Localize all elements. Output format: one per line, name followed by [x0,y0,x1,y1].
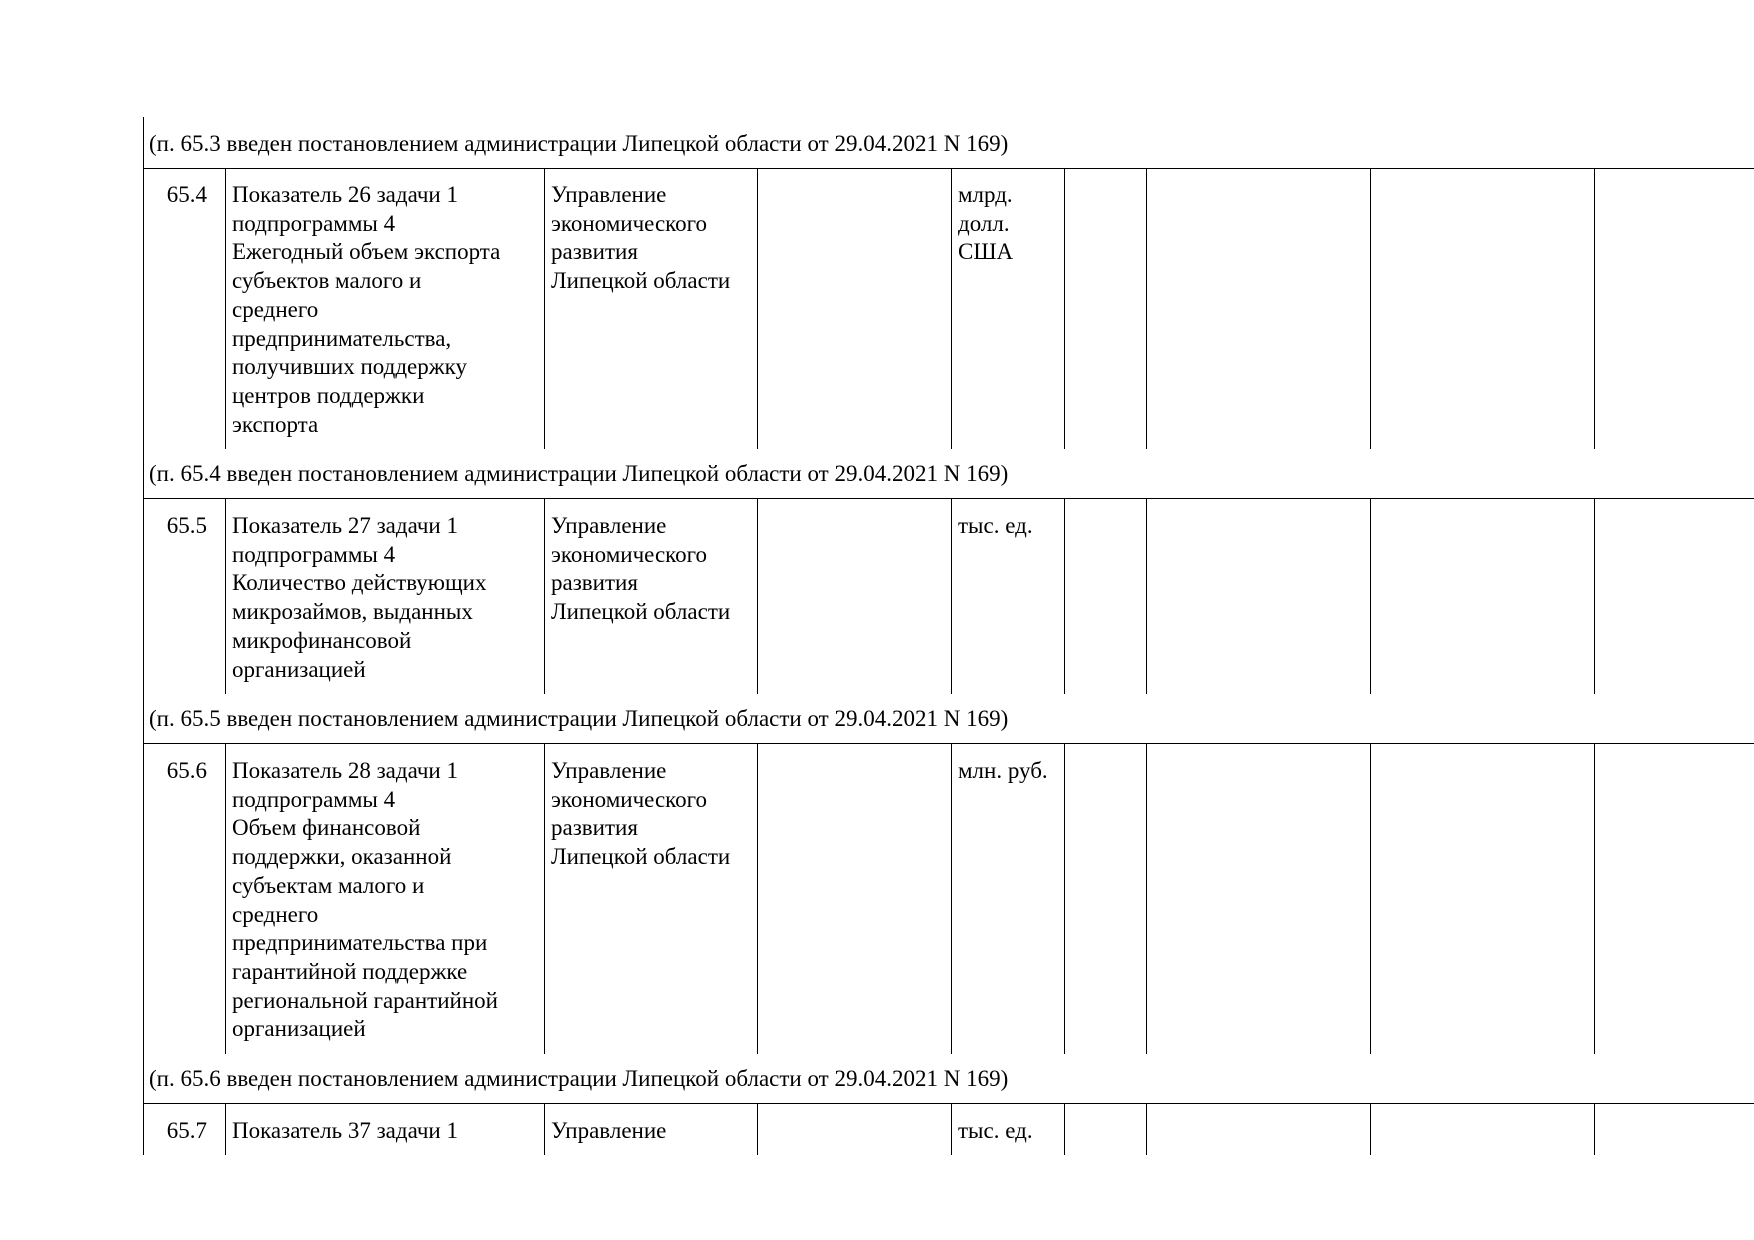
cell-border [757,168,758,449]
cell-border [1370,168,1371,449]
row-separator [143,743,1754,744]
cell-border [1146,168,1147,449]
cell-border [1064,1103,1065,1155]
cell-border [225,1103,226,1155]
responsible-executor: Управление экономического развития Липецкой области [551,513,731,625]
measurement-unit: млрд. долл. США [958,182,1014,265]
amendment-note: (п. 65.5 введен постановлением администрации Липецкой области от 29.04.2021 N 169) [149,706,1009,731]
measurement-unit: тыс. ед. [958,1118,1033,1143]
cell-border [951,498,952,694]
row-separator [143,168,1754,169]
cell-border [1064,498,1065,694]
responsible-executor: Управление [551,1118,667,1143]
cell-border [1594,1103,1595,1155]
amendment-note: (п. 65.3 введен постановлением администрации Липецкой области от 29.04.2021 N 169) [149,131,1009,156]
cell-border [1594,743,1595,1054]
cell-border [544,168,545,449]
amendment-note: (п. 65.6 введен постановлением администрации Липецкой области от 29.04.2021 N 169) [149,1066,1009,1091]
cell-border [757,743,758,1054]
cell-border [1146,1103,1147,1155]
row-number: 65.6 [166,758,207,783]
cell-border [757,498,758,694]
indicator-name: Показатель 27 задачи 1 подпрограммы 4 Количество действующих микрозаймов, выданных микрофинансовой организацией [232,513,487,682]
cell-border [1370,743,1371,1054]
cell-border [544,498,545,694]
cell-border [544,1103,545,1155]
cell-border [225,168,226,449]
cell-border [1064,168,1065,449]
cell-border [951,168,952,449]
cell-border [757,1103,758,1155]
row-number: 65.4 [166,182,207,207]
row-number: 65.7 [166,1118,207,1143]
indicator-name: Показатель 28 задачи 1 подпрограммы 4 Объем финансовой поддержки, оказанной субъектам малого и среднего предпринимательства при гарантийной поддержке региональной гарантийной организацией [232,758,498,1042]
measurement-unit: млн. руб. [958,758,1048,783]
cell-border [951,743,952,1054]
responsible-executor: Управление экономического развития Липецкой области [551,758,731,870]
indicator-name: Показатель 37 задачи 1 [232,1118,458,1143]
cell-border [1146,743,1147,1054]
measurement-unit: тыс. ед. [958,513,1033,538]
amendment-note: (п. 65.4 введен постановлением администрации Липецкой области от 29.04.2021 N 169) [149,461,1009,486]
cell-border [1594,168,1595,449]
table-left-border [143,117,144,1155]
cell-border [1064,743,1065,1054]
indicator-name: Показатель 26 задачи 1 подпрограммы 4 Ежегодный объем экспорта субъектов малого и среднего предпринимательства, получивших поддержку центров поддержки экспорта [232,182,501,437]
cell-border [1146,498,1147,694]
cell-border [225,743,226,1054]
cell-border [1594,498,1595,694]
cell-border [225,498,226,694]
cell-border [951,1103,952,1155]
cell-border [1370,498,1371,694]
cell-border [1370,1103,1371,1155]
row-separator [143,498,1754,499]
responsible-executor: Управление экономического развития Липецкой области [551,182,731,294]
row-number: 65.5 [166,513,207,538]
cell-border [544,743,545,1054]
row-separator [143,1103,1754,1104]
